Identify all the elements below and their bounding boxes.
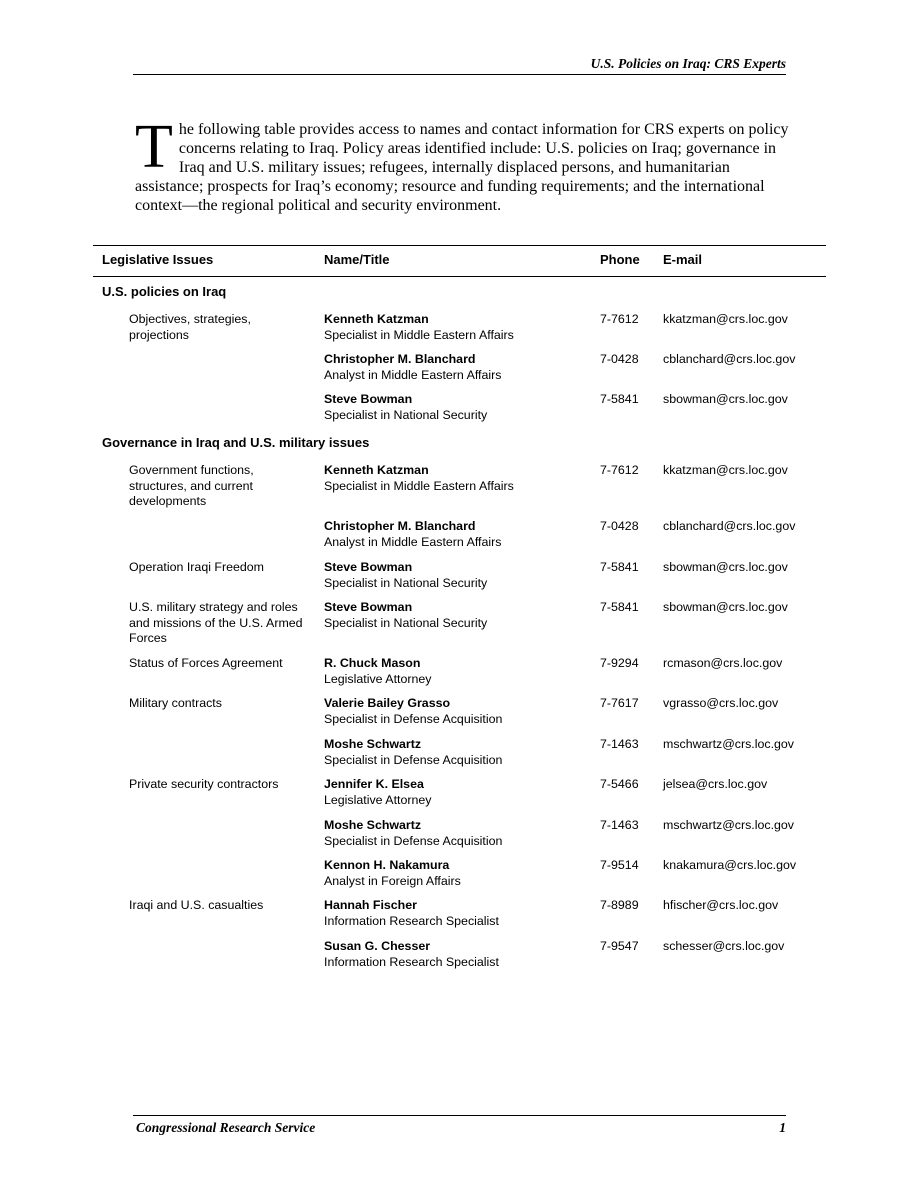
expert-title: Analyst in Middle Eastern Affairs	[324, 534, 502, 549]
expert-title: Specialist in National Security	[324, 615, 488, 630]
phone-number: 7-5841	[600, 600, 639, 614]
phone-number: 7-1463	[600, 737, 639, 751]
section-heading: U.S. policies on Iraq	[102, 284, 227, 299]
email-address[interactable]: sbowman@crs.loc.gov	[663, 600, 788, 614]
footer-publisher: Congressional Research Service	[136, 1120, 316, 1135]
phone-number: 7-9514	[600, 858, 639, 872]
issue-label: Objectives, strategies, projections	[129, 312, 251, 342]
expert-title: Analyst in Middle Eastern Affairs	[324, 367, 502, 382]
expert-title: Legislative Attorney	[324, 792, 432, 807]
phone-number: 7-9294	[600, 656, 639, 670]
expert-name: Kenneth Katzman	[324, 463, 429, 477]
email-address[interactable]: mschwartz@crs.loc.gov	[663, 818, 795, 832]
issue-label: Government functions, structures, and current developments	[129, 463, 254, 508]
expert-name: Moshe Schwartz	[324, 737, 422, 751]
expert-name: Steve Bowman	[324, 600, 413, 614]
phone-number: 7-7612	[600, 312, 639, 326]
expert-title: Specialist in Defense Acquisition	[324, 833, 503, 848]
col-header-name: Name/Title	[324, 252, 390, 267]
col-header-email: E-mail	[663, 252, 703, 267]
email-address[interactable]: cblanchard@crs.loc.gov	[663, 352, 796, 366]
expert-title: Information Research Specialist	[324, 913, 499, 928]
email-address[interactable]: jelsea@crs.loc.gov	[663, 777, 768, 791]
email-address[interactable]: mschwartz@crs.loc.gov	[663, 737, 795, 751]
issue-label: Private security contractors	[129, 777, 279, 791]
expert-title: Specialist in Defense Acquisition	[324, 711, 503, 726]
expert-name: Valerie Bailey Grasso	[324, 696, 451, 710]
phone-number: 7-0428	[600, 352, 639, 366]
expert-name: Christopher M. Blanchard	[324, 352, 476, 366]
phone-number: 7-7617	[600, 696, 639, 710]
phone-number: 7-5466	[600, 777, 639, 791]
email-address[interactable]: sbowman@crs.loc.gov	[663, 560, 788, 574]
intro-paragraph	[135, 113, 790, 215]
email-address[interactable]: vgrasso@crs.loc.gov	[663, 696, 779, 710]
phone-number: 7-5841	[600, 392, 639, 406]
phone-number: 7-7612	[600, 463, 639, 477]
phone-number: 7-1463	[600, 818, 639, 832]
phone-number: 7-0428	[600, 519, 639, 533]
expert-name: Hannah Fischer	[324, 898, 417, 912]
email-address[interactable]: sbowman@crs.loc.gov	[663, 392, 788, 406]
issue-label: Iraqi and U.S. casualties	[129, 898, 264, 912]
expert-name: Steve Bowman	[324, 392, 413, 406]
issue-label: U.S. military strategy and roles and missions of the U.S. Armed Forces	[129, 600, 303, 645]
issue-label: Status of Forces Agreement	[129, 656, 283, 670]
email-address[interactable]: schesser@crs.loc.gov	[663, 939, 785, 953]
expert-title: Specialist in Defense Acquisition	[324, 752, 503, 767]
phone-number: 7-5841	[600, 560, 639, 574]
email-address[interactable]: kkatzman@crs.loc.gov	[663, 463, 788, 477]
expert-title: Specialist in Middle Eastern Affairs	[324, 327, 514, 342]
running-header: U.S. Policies on Iraq: CRS Experts	[133, 56, 786, 75]
page-number: 1	[779, 1120, 786, 1135]
email-address[interactable]: knakamura@crs.loc.gov	[663, 858, 797, 872]
expert-name: Jennifer K. Elsea	[324, 777, 424, 791]
expert-name: R. Chuck Mason	[324, 656, 421, 670]
email-address[interactable]: kkatzman@crs.loc.gov	[663, 312, 788, 326]
email-address[interactable]: hfischer@crs.loc.gov	[663, 898, 779, 912]
expert-title: Analyst in Foreign Affairs	[324, 873, 461, 888]
phone-number: 7-8989	[600, 898, 639, 912]
issue-label: Operation Iraqi Freedom	[129, 560, 264, 574]
table-top-rule	[93, 245, 826, 246]
drop-cap: T	[135, 113, 173, 181]
expert-title: Legislative Attorney	[324, 671, 432, 686]
expert-name: Kennon H. Nakamura	[324, 858, 450, 872]
issue-label: Military contracts	[129, 696, 222, 710]
email-address[interactable]: rcmason@crs.loc.gov	[663, 656, 783, 670]
col-header-phone: Phone	[600, 252, 640, 267]
table-header-rule	[93, 276, 826, 277]
expert-title: Information Research Specialist	[324, 954, 499, 969]
expert-name: Kenneth Katzman	[324, 312, 429, 326]
expert-title: Specialist in Middle Eastern Affairs	[324, 478, 514, 493]
expert-name: Steve Bowman	[324, 560, 413, 574]
col-header-issues: Legislative Issues	[102, 252, 214, 267]
footer-rule	[133, 1115, 786, 1116]
expert-title: Specialist in National Security	[324, 407, 488, 422]
intro-text: he following table provides access to names and contact information for CRS experts on policy concerns relating to Iraq. Policy areas identified include: U.S. policies on Iraq; governance in Iraq and U.S. military issues; refugees, internally displaced persons, and humanitarian assistance; prospects for Iraq’s economy; resource and funding requirements; and the international context—the regional political and security environment.	[135, 121, 789, 214]
phone-number: 7-9547	[600, 939, 639, 953]
email-address[interactable]: cblanchard@crs.loc.gov	[663, 519, 796, 533]
expert-name: Susan G. Chesser	[324, 939, 431, 953]
expert-title: Specialist in National Security	[324, 575, 488, 590]
expert-name: Moshe Schwartz	[324, 818, 422, 832]
section-heading: Governance in Iraq and U.S. military issues	[102, 435, 370, 450]
expert-name: Christopher M. Blanchard	[324, 519, 476, 533]
